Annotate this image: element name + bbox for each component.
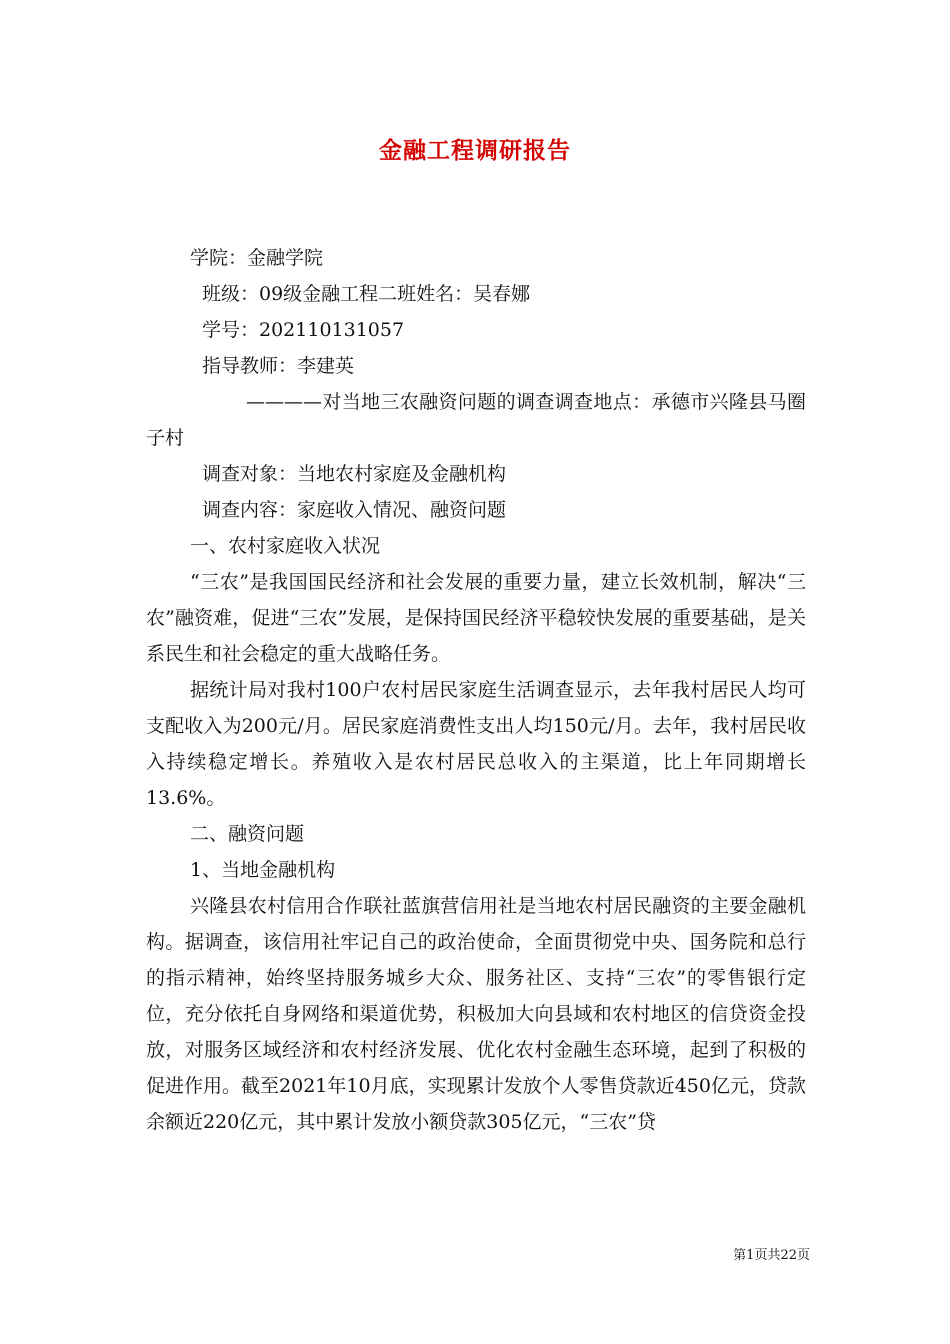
meta-survey-content: 调查内容：家庭收入情况、融资问题 [202, 499, 507, 521]
document-title: 金融工程调研报告 [379, 137, 571, 164]
page-number: 第1页共22页 [733, 1248, 810, 1263]
paragraph: 兴隆县农村信用合作联社蓝旗营信用社是当地农村居民融资的主要金融机构。据调查，该信用社牢记自己的政治使命，全面贯彻党中央、国务院和总行的指示精神，始终坚持服务城乡大众、服务社区、支持“三农”的零售银行定位，充分依托自身网络和渠道优势，积极加大向县域和农村地区的信贷资金投放，对服务区域经济和农村经济发展、优化农村金融生态环境，起到了积极的促进作用。截至2021年10月底，实现累计发放个人零售贷款近450亿元，贷款余额近220亿元，其中累计发放小额贷款305亿元，“三农”贷 [146, 895, 806, 1133]
paragraph: 据统计局对我村100户农村居民家庭生活调查显示，去年我村居民人均可支配收入为200元/月。居民家庭消费性支出人均150元/月。去年，我村居民收入持续稳定增长。养殖收入是农村居民总收入的主渠道，比上年同期增长13.6%。 [146, 679, 806, 809]
subsection-heading: 1、当地金融机构 [190, 859, 336, 881]
meta-college: 学院：金融学院 [190, 247, 324, 269]
meta-survey-object: 调查对象：当地农村家庭及金融机构 [202, 463, 507, 485]
section-heading: 二、融资问题 [190, 823, 305, 845]
meta-class-name: 班级：09级金融工程二班姓名：吴春娜 [202, 283, 531, 305]
section-heading: 一、农村家庭收入状况 [190, 535, 381, 557]
document-body [146, 240, 806, 1140]
meta-student-id: 学号：202110131057 [202, 319, 405, 341]
paragraph: “三农”是我国国民经济和社会发展的重要力量，建立长效机制，解决“三农”融资难，促进“三农”发展，是保持国民经济平稳较快发展的重要基础，是关系民生和社会稳定的重大战略任务。 [146, 571, 806, 665]
meta-advisor: 指导教师：李建英 [202, 355, 355, 377]
meta-survey-topic: ————对当地三农融资问题的调查调查地点：承德市兴隆县马圈子村 [146, 391, 806, 449]
